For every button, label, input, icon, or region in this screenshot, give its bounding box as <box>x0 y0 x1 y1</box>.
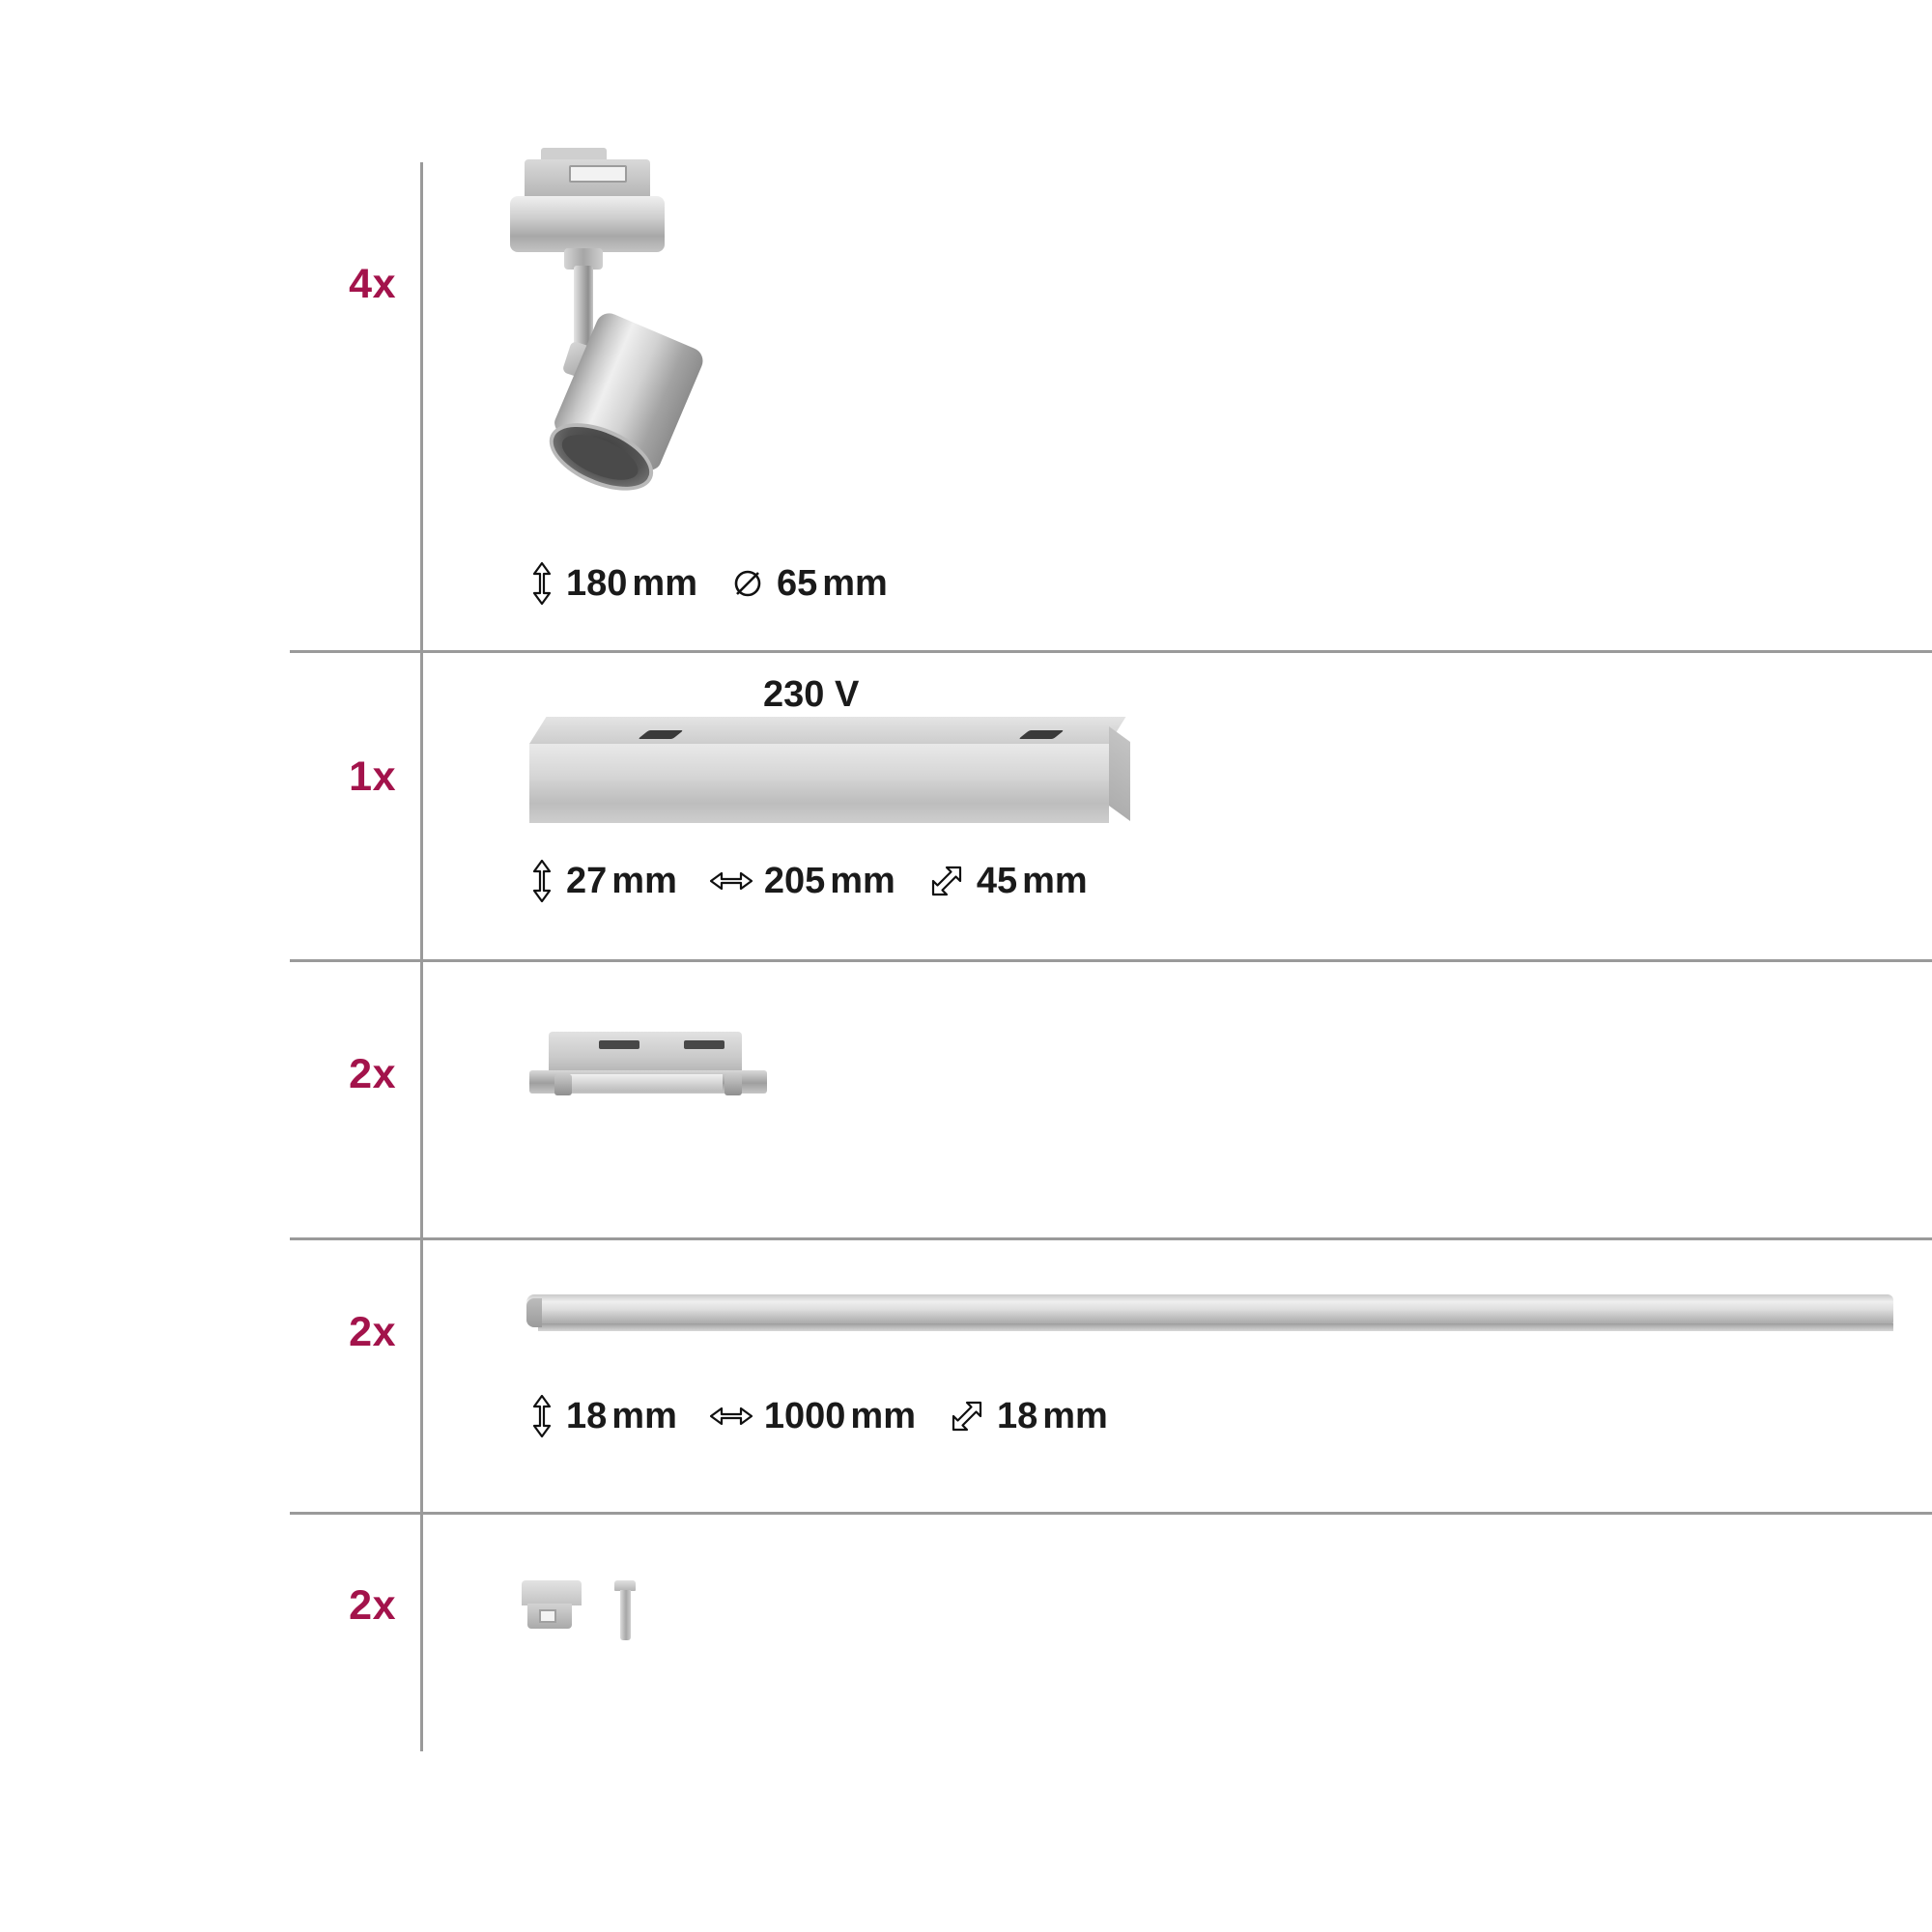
dimension-height-spotlight <box>529 562 697 605</box>
quantity-label-mounting-clip: 2x <box>349 1582 396 1629</box>
connector-top <box>549 1032 742 1074</box>
dimension-height-value-power-feed: 27 <box>566 861 608 901</box>
dimension-height-power-feed <box>529 860 677 902</box>
quantity-label-spotlight: 4x <box>349 261 396 307</box>
clip-notch <box>539 1609 556 1623</box>
dimension-depth-power-feed <box>928 863 1088 899</box>
dimension-width-value-rail: 1000 <box>763 1396 846 1436</box>
power-feed-top-face <box>529 717 1125 744</box>
dimension-depth-rail <box>949 1398 1108 1435</box>
dimension-width-power-feed <box>710 863 895 899</box>
dimension-depth-unit-rail: mm <box>1042 1396 1108 1436</box>
spotlight-shade <box>542 309 736 508</box>
quantity-label-rail: 2x <box>349 1309 396 1355</box>
dimension-depth-unit-power-feed: mm <box>1022 861 1088 901</box>
connector-plate <box>570 1074 723 1092</box>
power-feed-slot-left <box>638 730 683 739</box>
dimension-width-value-power-feed: 205 <box>763 861 826 901</box>
dimension-height-unit-power-feed: mm <box>611 861 677 901</box>
dimension-width-unit-power-feed: mm <box>830 861 895 901</box>
mounting-clip-illustration <box>522 1580 696 1658</box>
dimension-line-rail <box>529 1395 1108 1437</box>
spotlight-adapter-body <box>510 196 665 252</box>
row-divider-3 <box>290 1237 1932 1240</box>
power-feed-slot-right <box>1018 730 1064 739</box>
connector-slot-left <box>599 1040 639 1049</box>
depth-arrow-icon <box>928 863 965 899</box>
dimension-line-spotlight <box>529 562 888 605</box>
power-feed-front-face <box>529 744 1109 823</box>
dimension-width-rail <box>710 1398 916 1435</box>
height-arrow-icon <box>529 1395 554 1437</box>
connector-slot-right <box>684 1040 724 1049</box>
spotlight-illustration <box>502 159 792 526</box>
quantity-label-power-feed: 1x <box>349 753 396 800</box>
dimension-height-rail <box>529 1395 677 1437</box>
depth-arrow-icon <box>949 1398 985 1435</box>
dimension-line-power-feed <box>529 860 1088 902</box>
voltage-label: 230 V <box>763 674 860 715</box>
row-divider-2 <box>290 959 1932 962</box>
diameter-icon <box>730 566 765 601</box>
screw-shaft <box>620 1590 631 1640</box>
rail-body <box>526 1294 1893 1327</box>
rail-end-cap <box>526 1298 542 1327</box>
dimension-height-unit-spotlight: mm <box>632 563 697 604</box>
height-arrow-icon <box>529 860 554 902</box>
connector-illustration <box>529 1032 819 1128</box>
dimension-diameter-value-spotlight: 65 <box>776 563 818 604</box>
dimension-height-value-rail: 18 <box>566 1396 608 1436</box>
width-arrow-icon <box>710 868 753 894</box>
dimension-height-value-spotlight: 180 <box>566 563 628 604</box>
spotlight-adapter-slot <box>569 165 627 183</box>
rail-illustration <box>526 1294 1898 1352</box>
row-divider-4 <box>290 1512 1932 1515</box>
power-feed-illustration <box>529 717 1128 852</box>
dimension-height-unit-rail: mm <box>611 1396 677 1436</box>
width-arrow-icon <box>710 1404 753 1429</box>
connector-screw-right <box>724 1074 742 1095</box>
dimension-width-unit-rail: mm <box>850 1396 916 1436</box>
rail-underside <box>538 1323 1893 1331</box>
spotlight-adapter <box>525 159 650 198</box>
quantity-label-connector: 2x <box>349 1051 396 1097</box>
dimension-depth-value-power-feed: 45 <box>976 861 1018 901</box>
dimension-diameter-spotlight <box>730 565 888 602</box>
row-divider-1 <box>290 650 1932 653</box>
connector-screw-left <box>554 1074 572 1095</box>
power-feed-side-face <box>1109 726 1130 821</box>
height-arrow-icon <box>529 562 554 605</box>
dimension-depth-value-rail: 18 <box>996 1396 1038 1436</box>
clip-head <box>522 1580 582 1605</box>
dimension-diameter-unit-spotlight: mm <box>822 563 888 604</box>
